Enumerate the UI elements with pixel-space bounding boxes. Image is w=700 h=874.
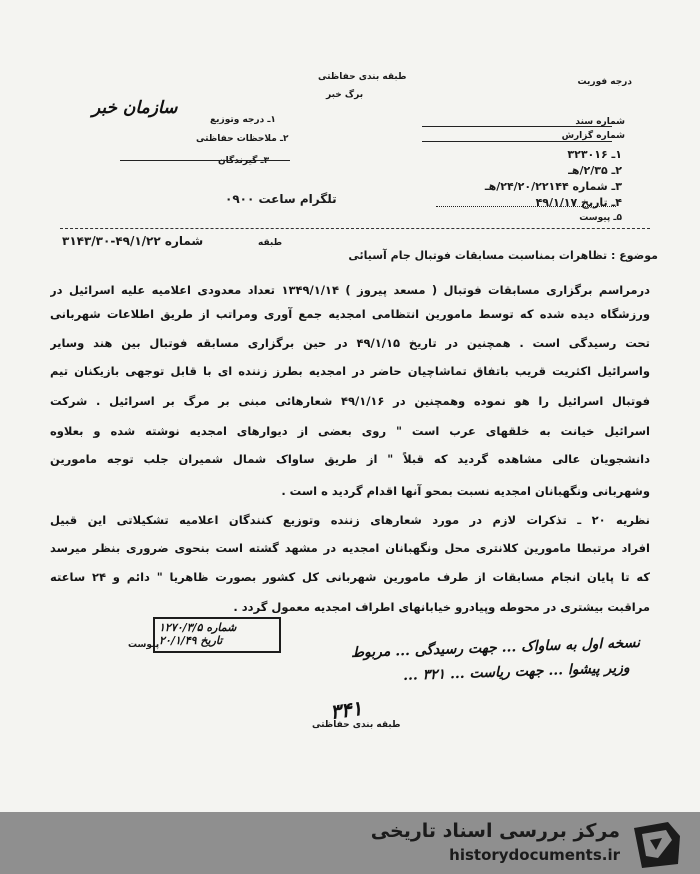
left-handwritten-value: سازمان خبر bbox=[92, 98, 178, 118]
right-field-1: شماره سند bbox=[575, 117, 625, 127]
left-field-2: ۲ـ ملاحظات حفاظتی bbox=[196, 134, 289, 144]
subject-line: موضوع : تظاهرات بمناسبت مسابقات فوتبال جام آسیائی bbox=[348, 249, 658, 262]
body-line: دانشجویان عالی مشاهده گردید که قبلاً " از طریق ساواک شمال شمیران جلب توجه مامورین bbox=[50, 452, 650, 466]
body-line: واسرائیل اکثریت قریب باتفاق تماشاچیان حاضر در امجدیه بطرز زننده ای با قابل توجهی بازیکنان تیم bbox=[50, 364, 650, 378]
right-field-7: ۵ـ پیوست bbox=[579, 213, 622, 223]
stamp-line-1: شماره ۱۲۷۰/۳/۵ bbox=[159, 621, 237, 634]
separator-rule bbox=[60, 228, 650, 229]
body-line: افراد مرتبطا مامورین کلانتری محل ونگهبانان امجدیه در مشهد گشته است بنحوی ضروری بنظر میرسد bbox=[50, 541, 650, 555]
body-line: درمراسم برگزاری مسابقات فوتبال ( مسعد پیروز ) ۱۳۴۹/۱/۱۴ تعداد معدودی اعلامیه علیه اسرائیل در bbox=[50, 283, 650, 297]
handwritten-note-2: وزیر پیشوا ... جهت ریاست ... ۳۲۱ ... bbox=[403, 660, 631, 684]
body-line: مراقبت بیشتری در محوطه وپیادرو خیابانهای اطراف امجدیه معمول گردد . bbox=[233, 600, 650, 614]
right-rule-3 bbox=[436, 206, 616, 207]
security-class-label: طبقه بندی حفاظتی bbox=[318, 72, 407, 82]
archive-logo-icon bbox=[628, 818, 686, 870]
right-rule-2 bbox=[422, 141, 612, 142]
stamp-line-2: تاریخ ۲۰/۱/۴۹ bbox=[159, 634, 223, 647]
copy-status-label: برگ خبر bbox=[326, 90, 364, 100]
archive-title: مرکز بررسی اسناد تاریخی bbox=[370, 820, 620, 842]
handwritten-note-1: نسخه اول به ساواک ... جهت رسیدگی ... مربوط bbox=[350, 634, 641, 662]
right-field-6: ۴ـ تاریخ ۴۹/۱/۱۷ bbox=[535, 196, 622, 209]
reference-number: شماره ۴۹/۱/۲۲-۳۱۴۳/۳۰ bbox=[62, 234, 204, 248]
body-line: فوتبال اسرائیل را هو نموده وهمچنین در ۴۹/۱/۱۶ شعارهائی مبنی بر مرگ بر اسرائیل . شرکت bbox=[50, 394, 650, 408]
reference-prefix: طبقه bbox=[258, 238, 283, 248]
stamp-attachment-label: پیوست bbox=[128, 640, 160, 650]
archive-url: historydocuments.ir bbox=[449, 846, 620, 864]
right-field-3: ۱ـ ۳۲۳۰۱۶ bbox=[567, 148, 622, 161]
right-field-4: ۲ـ ۲/۳۵/هـ bbox=[568, 164, 622, 177]
body-line: ورزشگاه دیده شده که توسط مامورین انتظامی امجدیه جمع آوری ومراتب از طریق اطلاعات شهربانی bbox=[50, 307, 650, 321]
right-field-5: ۳ـ شماره ۲۴/۲۰/۲۲۱۴۴/هـ bbox=[484, 180, 622, 193]
body-line: که تا پایان انجام مسابقات از طرف مامورین شهربانی کل کشور بصورت ظاهریا " دائم و ۲۴ ساعته bbox=[50, 570, 650, 584]
left-field-1: ۱ـ درجه وتوزیع bbox=[210, 115, 276, 125]
body-line: اسرائیل خیانت به خلقهای عرب است " روی بعضی از دیوارهای امجدیه نوشته شده و بعلاوه bbox=[50, 424, 650, 438]
body-line: نظریه ۲۰ ـ تذکرات لازم در مورد شعارهای زننده وتوزیع کنندگان اعلامیه تشکیلاتی این قبیل bbox=[50, 513, 650, 527]
body-line: تحت رسیدگی است . همچنین در تاریخ ۴۹/۱/۱۵ در حین برگزاری مسابقه فوتبال بین هند وسایر bbox=[50, 336, 650, 350]
right-field-2: شماره گزارش bbox=[561, 131, 625, 141]
registry-stamp bbox=[153, 617, 281, 653]
left-field-3: ۳ـ گیرندگان bbox=[218, 156, 270, 166]
telegram-line: تلگرام ساعت ۰۹۰۰ bbox=[225, 192, 337, 206]
archive-footer bbox=[0, 812, 700, 874]
closing-security-label: طبقه بندی حفاظتی bbox=[312, 720, 401, 730]
right-rule-1 bbox=[422, 126, 612, 127]
left-field-underline bbox=[120, 160, 290, 161]
body-line: وشهربانی ونگهبانان امجدیه نسبت بمحو آنها اقدام گردید ه است . bbox=[281, 484, 650, 498]
signature: ۳۴۱ bbox=[328, 695, 364, 725]
urgency-label: درجه فوریت bbox=[577, 77, 632, 87]
